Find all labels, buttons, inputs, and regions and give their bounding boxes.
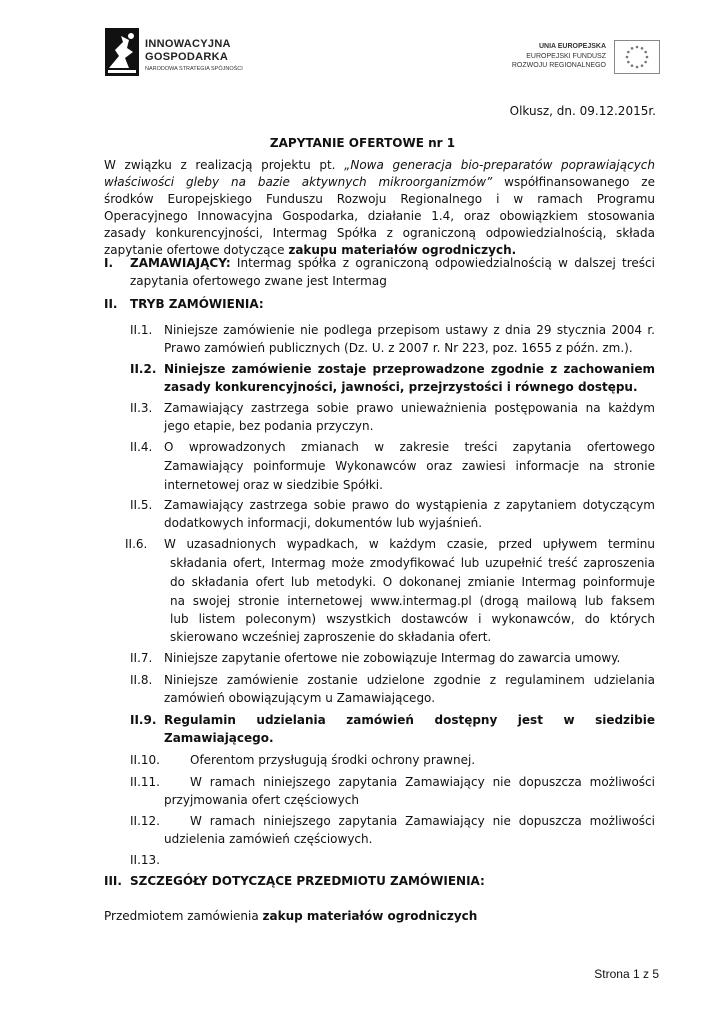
eu-star-icon xyxy=(627,61,630,64)
intro-line-2 xyxy=(104,174,655,191)
eu-logo-line-3: ROZWOJU REGIONALNEGO xyxy=(511,62,606,69)
section-2-number: II. xyxy=(104,297,118,311)
eu-star-icon xyxy=(631,47,634,50)
section-3-label: SZCZEGÓŁY DOTYCZĄCE PRZEDMIOTU ZAMÓWIENIA: xyxy=(130,874,485,888)
item-2-11-line-1: W ramach niniejszego zapytania Zamawiający nie dopuszcza możliwości xyxy=(190,775,655,789)
logo-line-1: INNOWACYJNA xyxy=(145,38,231,50)
eu-star-icon xyxy=(627,51,630,54)
item-2-9-number: II.9. xyxy=(130,713,157,727)
item-2-6-line-1: W uzasadnionych wypadkach, w każdym czasie, przed upływem terminu xyxy=(164,537,655,551)
item-2-11-line-2: przyjmowania ofert częściowych xyxy=(164,793,359,807)
innowacyjna-gospodarka-logo xyxy=(105,28,265,78)
item-2-2-line-2: zasady konkurencyjności, jawności, przejrzystości i równego dostępu. xyxy=(164,380,638,394)
project-title-part2: właściwości gleby na bazie aktywnych mikroorganizmów” xyxy=(104,175,493,189)
eu-star-icon xyxy=(644,51,647,54)
subject-bold: zakup materiałów ogrodniczych xyxy=(262,909,478,923)
logo-line-3: NARODOWA STRATEGIA SPÓJNOŚCI xyxy=(145,66,243,72)
item-2-7-line-1: Niniejsze zapytanie ofertowe nie zobowiązuje Intermag do zawarcia umowy. xyxy=(164,651,621,665)
item-2-12-line-1: W ramach niniejszego zapytania Zamawiający nie dopuszcza możliwości xyxy=(190,814,655,828)
eu-star-icon xyxy=(636,66,639,69)
section-1-number: I. xyxy=(104,256,114,270)
eu-star-icon xyxy=(644,61,647,64)
section-1-text: Intermag spółka z ograniczoną odpowiedzialnością w dalszej treści xyxy=(230,256,655,270)
item-2-6-line-3: do składania ofert lub metodyki. O dokonanej zmianie Intermag poinformuje xyxy=(170,575,655,589)
item-2-2-number: II.2. xyxy=(130,362,157,376)
item-2-12-number: II.12. xyxy=(130,814,160,828)
eu-logo-line-1: UNIA EUROPEJSKA xyxy=(538,43,606,50)
intro-text: W związku z realizacją projektu pt. xyxy=(104,158,345,172)
item-2-3-number: II.3. xyxy=(130,401,153,415)
item-2-8-line-2: zamówień obowiązującym u Zamawiającego. xyxy=(164,691,436,705)
subject-prefix: Przedmiotem zamówienia xyxy=(104,909,263,923)
item-2-6-line-6: skierowano wcześniej zaproszenie do składania ofert. xyxy=(170,630,492,644)
item-2-6-line-4: na swojej stronie internetowej www.intermag.pl (drogą mailową lub faksem xyxy=(170,594,655,608)
item-2-4-line-3: internetowej oraz w siedzibie Spółki. xyxy=(164,478,383,492)
intro-line-3: środków Europejskiego Funduszu Rozwoju Regionalnego i w ramach Programu xyxy=(104,192,655,206)
item-2-4-line-2: Zamawiający poinformuje Wykonawców oraz zawiesi informacje na stronie xyxy=(164,459,655,473)
section-1-line-2: zapytania ofertowego zwane jest Intermag xyxy=(130,274,387,288)
eu-logo xyxy=(490,40,660,80)
item-2-1-line-1: Niniejsze zamówienie nie podlega przepisom ustawy z dnia 29 stycznia 2004 r. xyxy=(164,323,655,337)
item-2-5-line-2: dodatkowych informacji, dokumentów lub wyjaśnień. xyxy=(164,516,483,530)
item-2-4-line-1: O wprowadzonych zmianach w zakresie treści zapytania ofertowego xyxy=(164,440,655,454)
item-2-4-number: II.4. xyxy=(130,440,153,454)
intro-subject-bold: zakupu materiałów ogrodniczych. xyxy=(288,243,517,257)
item-2-5-number: II.5. xyxy=(130,498,153,512)
date-line: Olkusz, dn. 09.12.2015r. xyxy=(509,104,656,118)
intro-line-4: Operacyjnego Innowacyjna Gospodarka, działanie 1.4, oraz obowiązkiem stosowania xyxy=(104,209,655,223)
intro-line-1 xyxy=(104,157,655,174)
subject-line xyxy=(104,908,477,925)
item-2-11-number: II.11. xyxy=(130,775,160,789)
item-2-1-line-2: Prawo zamówień publicznych (Dz. U. z 2007 r. Nr 223, poz. 1655 z późn. zm.). xyxy=(164,341,633,355)
project-title-part1: „Nowa generacja bio-preparatów poprawiających xyxy=(344,158,655,172)
item-2-7-number: II.7. xyxy=(130,651,153,665)
item-2-9-line-2: Zamawiającego. xyxy=(164,731,274,745)
item-2-5-line-1: Zamawiający zastrzega sobie prawo do wystąpienia z zapytaniem dotyczącym xyxy=(164,498,655,512)
item-2-9-line-1: Regulamin udzielania zamówień dostępny jest w siedzibie xyxy=(164,713,655,727)
item-2-13-number: II.13. xyxy=(130,853,160,867)
section-3-number: III. xyxy=(104,874,122,888)
item-2-12-line-2: udzielenia zamówień częściowych. xyxy=(164,832,373,846)
innowacyjna-gospodarka-emblem-icon xyxy=(105,28,139,76)
item-2-6-number: II.6. xyxy=(125,537,148,551)
eu-flag-icon xyxy=(614,40,660,74)
eu-star-icon xyxy=(626,56,629,59)
item-2-3-line-2: jego etapie, bez podania przyczyn. xyxy=(164,419,374,433)
eu-star-icon xyxy=(631,64,634,67)
intro-text: współfinansowanego ze xyxy=(492,175,655,189)
logo-line-2: GOSPODARKA xyxy=(145,51,229,63)
item-2-10-number: II.10. xyxy=(130,753,160,767)
item-2-3-line-1: Zamawiający zastrzega sobie prawo unieważnienia postępowania na każdym xyxy=(164,401,655,415)
intro-text: zapytanie ofertowe dotyczące xyxy=(104,243,289,257)
item-2-10-line-1: Oferentom przysługują środki ochrony prawnej. xyxy=(190,753,476,767)
eu-logo-line-2: EUROPEJSKI FUNDUSZ xyxy=(526,53,606,60)
eu-star-icon xyxy=(636,46,639,49)
item-2-2-line-1: Niniejsze zamówienie zostaje przeprowadzone zgodnie z zachowaniem xyxy=(164,362,655,376)
item-2-1-number: II.1. xyxy=(130,323,153,337)
section-1-line-1 xyxy=(130,255,655,272)
intro-line-5: zasady konkurencyjności, Intermag Spółka z ograniczoną odpowiedzialnością, składa xyxy=(104,226,655,240)
section-2-label: TRYB ZAMÓWIENIA: xyxy=(130,297,264,311)
item-2-8-line-1: Niniejsze zamówienie zostanie udzielone zgodnie z regulaminem udzielania xyxy=(164,673,655,687)
item-2-8-number: II.8. xyxy=(130,673,153,687)
eu-star-icon xyxy=(641,47,644,50)
page-number: Strona 1 z 5 xyxy=(594,967,659,981)
eu-star-icon xyxy=(641,64,644,67)
item-2-6-line-2: składania ofert, Intermag może zmodyfikować lub uzupełnić treść zaproszenia xyxy=(170,556,655,570)
document-title: ZAPYTANIE OFERTOWE nr 1 xyxy=(269,136,456,150)
eu-star-icon xyxy=(646,56,649,59)
item-2-6-line-5: lub listem poleconym) wszystkich dostawców i wykonawców, do których xyxy=(170,612,655,626)
section-1-label: ZAMAWIAJĄCY: xyxy=(130,256,231,270)
